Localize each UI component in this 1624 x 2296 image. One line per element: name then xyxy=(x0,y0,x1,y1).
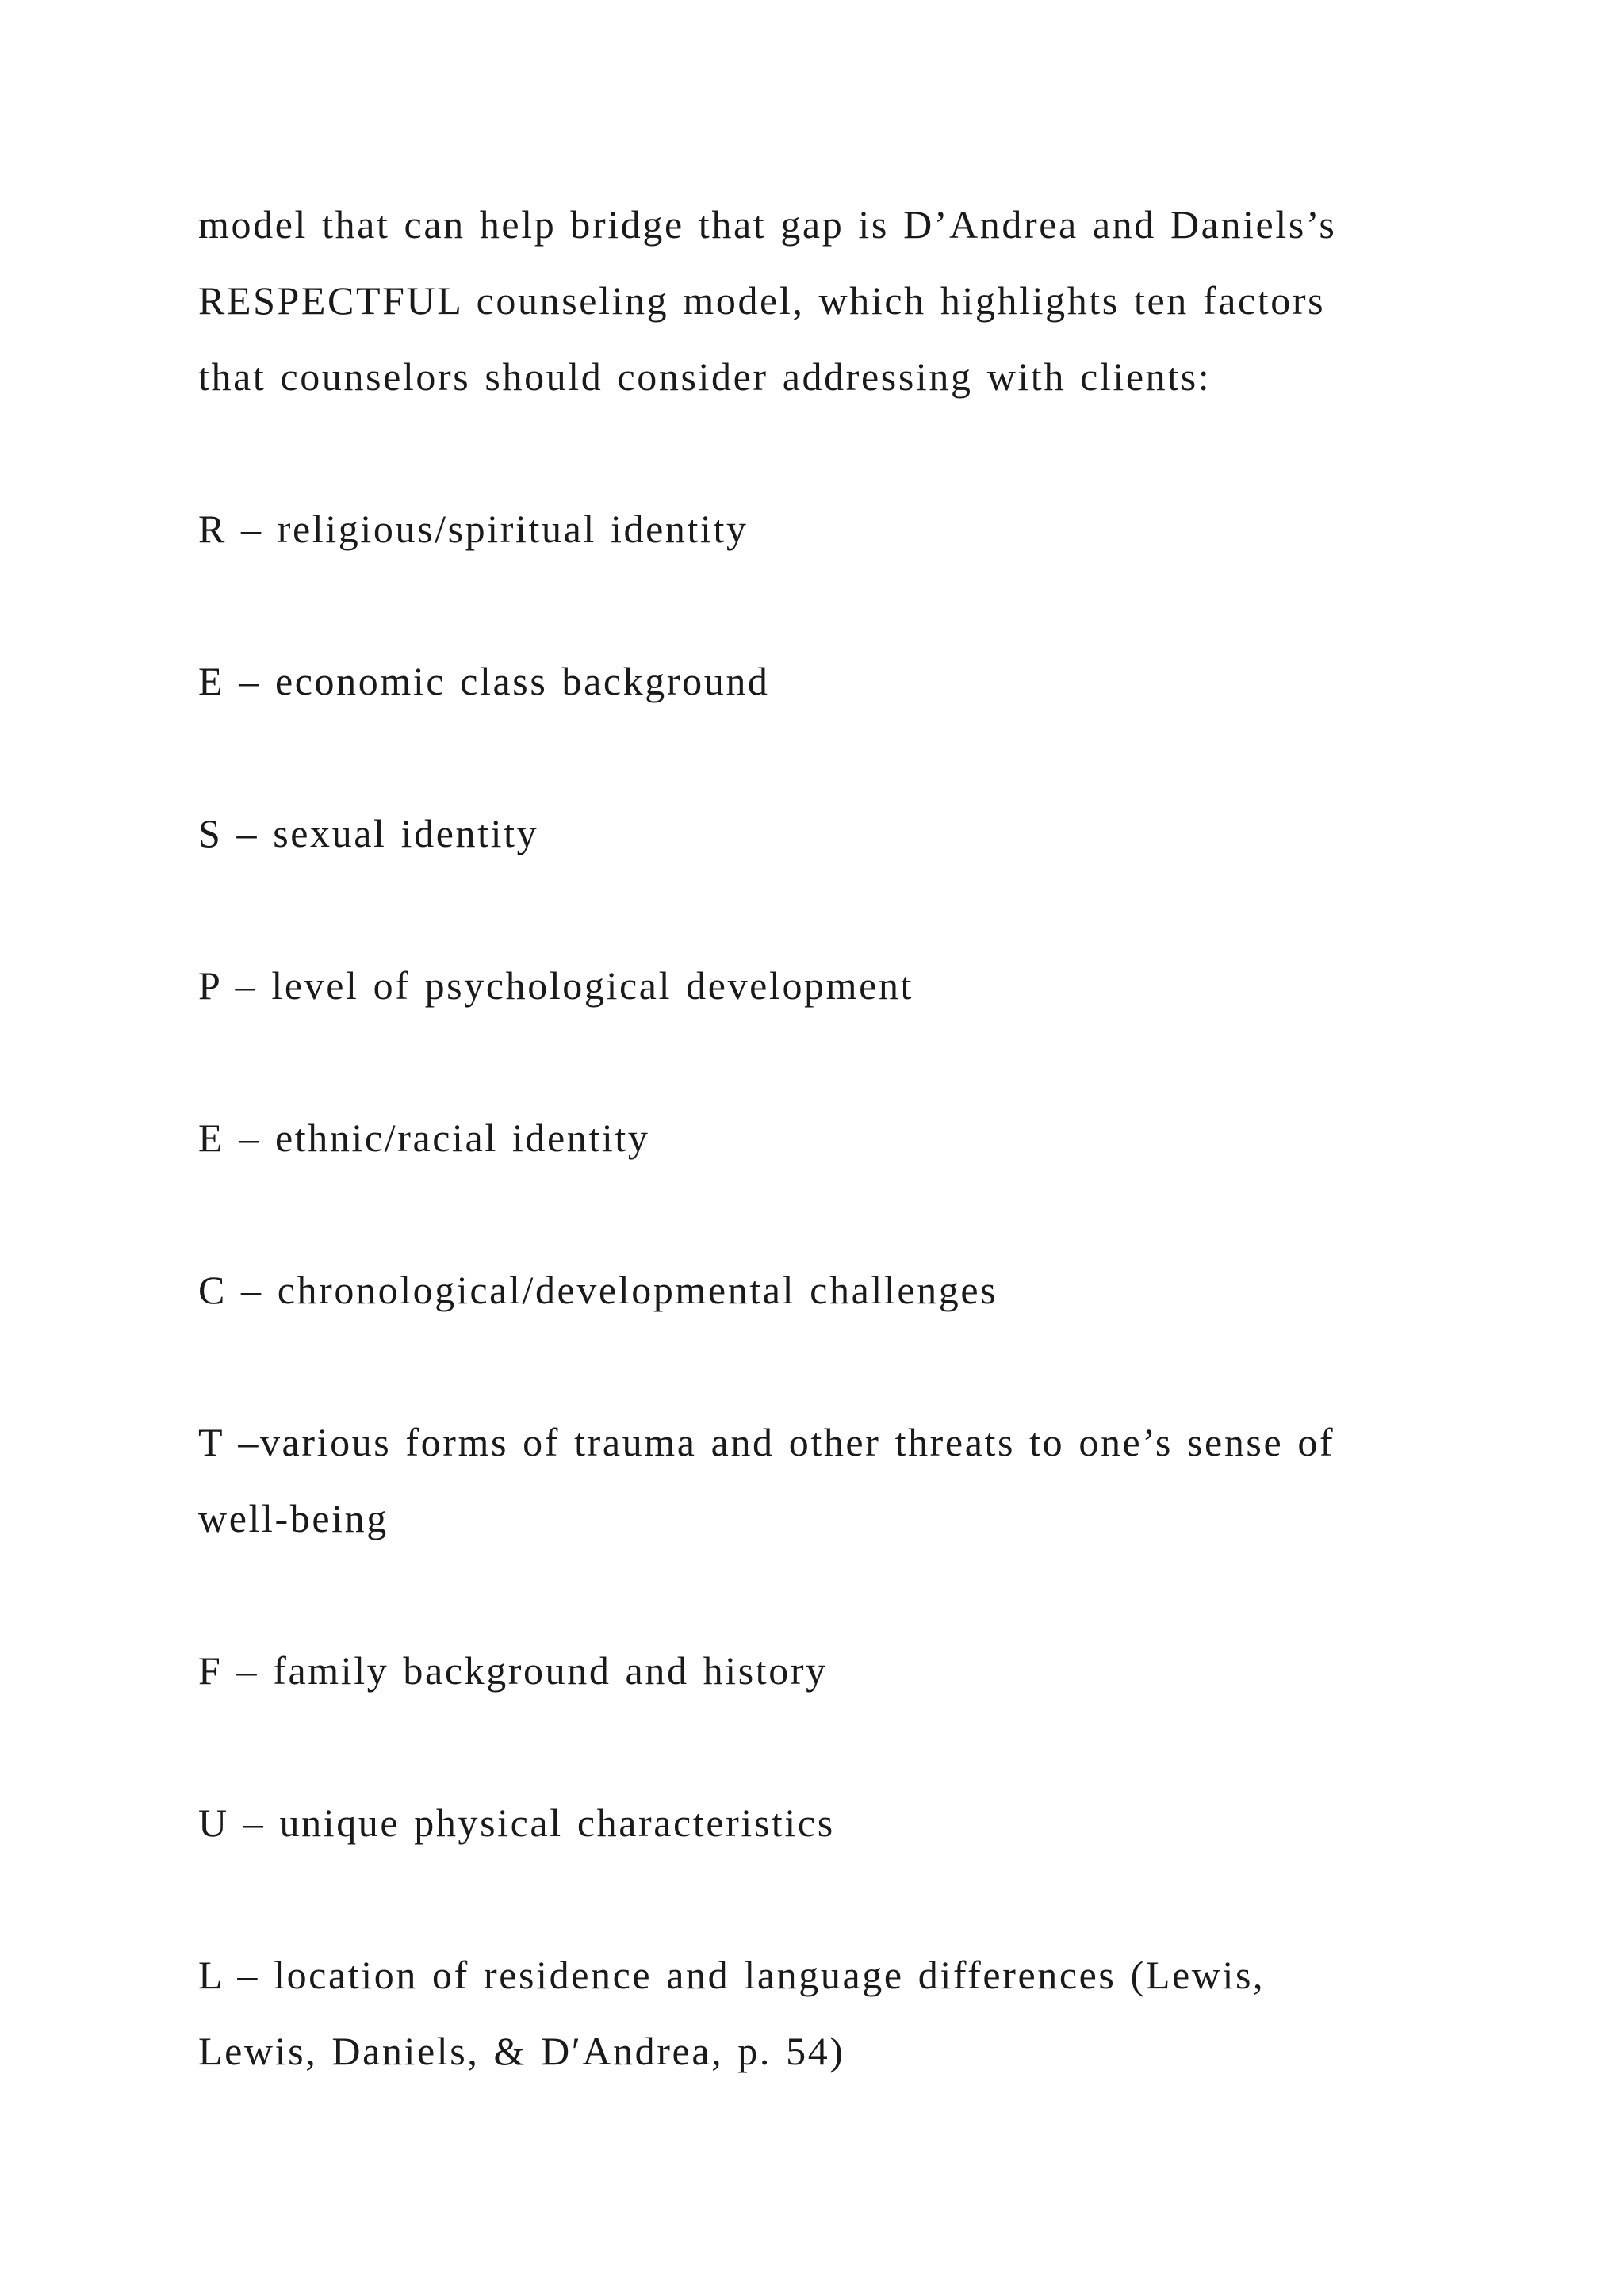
factor-line: T –various forms of trauma and other threats to one’s sense of xyxy=(198,1420,1335,1464)
document-body xyxy=(198,186,1435,2165)
factor-sexual xyxy=(198,795,1435,871)
intro-line: model that can help bridge that gap is D’Andrea and Daniels’s xyxy=(198,202,1337,247)
factor-line: U – unique physical characteristics xyxy=(198,1800,835,1845)
factor-line: P – level of psychological development xyxy=(198,963,914,1008)
factor-line: F – family background and history xyxy=(198,1648,828,1693)
factor-line: C – chronological/developmental challenges xyxy=(198,1268,998,1312)
factor-family xyxy=(198,1632,1435,1709)
intro-line: that counselors should consider addressing with clients: xyxy=(198,354,1212,399)
factor-chronological xyxy=(198,1252,1435,1328)
factor-economic xyxy=(198,643,1435,719)
factor-religious xyxy=(198,491,1435,567)
factor-line: well-being xyxy=(198,1496,389,1540)
factor-line: S – sexual identity xyxy=(198,811,539,855)
factor-trauma xyxy=(198,1404,1435,1556)
factor-line: E – economic class background xyxy=(198,659,770,703)
factor-ethnic xyxy=(198,1100,1435,1176)
factor-line: L – location of residence and language differences (Lewis, xyxy=(198,1953,1266,1997)
intro-line: RESPECTFUL counseling model, which highlights ten factors xyxy=(198,278,1326,323)
factor-psychological xyxy=(198,947,1435,1024)
factor-line: E – ethnic/racial identity xyxy=(198,1115,650,1160)
intro-paragraph xyxy=(198,186,1435,415)
factor-line: R – religious/spiritual identity xyxy=(198,507,749,551)
factor-location xyxy=(198,1937,1435,2089)
factor-unique xyxy=(198,1785,1435,1861)
factor-line: Lewis, Daniels, & D′Andrea, p. 54) xyxy=(198,2029,845,2073)
